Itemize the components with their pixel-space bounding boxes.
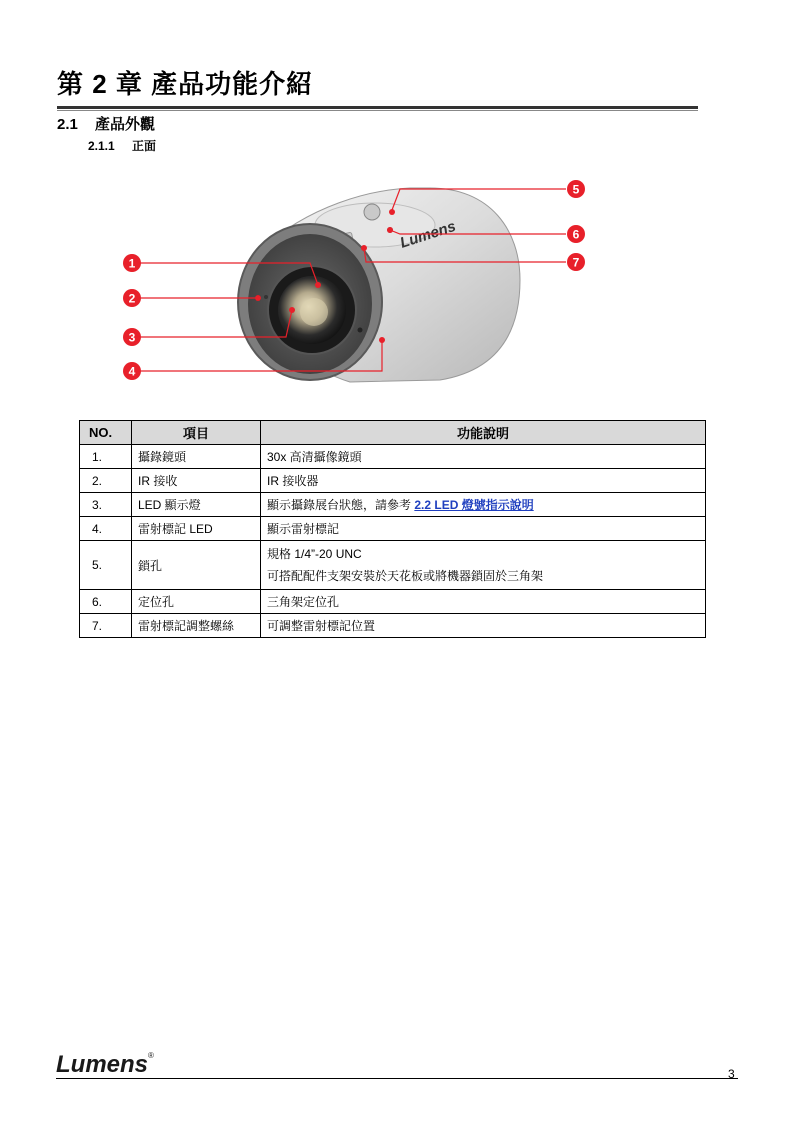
laser-adjust-screw	[364, 204, 380, 220]
subsection-title: 正面	[132, 139, 157, 153]
table-row	[80, 445, 706, 469]
callout-badge-6	[567, 225, 585, 243]
chapter-divider-thin	[57, 110, 698, 111]
header-item: 項目	[132, 421, 261, 445]
section-heading	[57, 113, 155, 134]
row-description: 三角架定位孔	[261, 590, 706, 614]
callout-badge-5	[567, 180, 585, 198]
subsection-number: 2.1.1	[88, 139, 115, 153]
lock-hole	[358, 328, 363, 333]
row-description: 30x 高清攝像鏡頭	[261, 445, 706, 469]
description-line: 可搭配配件支架安裝於天花板或將機器鎖固於三角架	[267, 569, 544, 583]
row-number: 2.	[80, 469, 132, 493]
row-item: 定位孔	[132, 590, 261, 614]
row-item: 攝錄鏡頭	[132, 445, 261, 469]
callout-badge-1	[123, 254, 141, 272]
footer-divider	[56, 1078, 738, 1079]
svg-text:7: 7	[572, 255, 580, 270]
laser-led	[264, 295, 268, 299]
row-item: 鎖孔	[132, 541, 261, 590]
row-number: 1.	[80, 445, 132, 469]
row-item: 雷射標記 LED	[132, 517, 261, 541]
lens-inner	[300, 298, 328, 326]
svg-text:1: 1	[128, 256, 136, 271]
feature-table	[79, 420, 706, 638]
table-header-row	[80, 421, 706, 445]
section-number: 2.1	[57, 116, 78, 133]
description-line: 規格 1/4”-20 UNC	[267, 547, 362, 561]
row-item: LED 顯示燈	[132, 493, 261, 517]
led-indicator-link[interactable]: 2.2 LED 燈號指示說明	[414, 498, 534, 512]
table-row	[80, 517, 706, 541]
row-description: 顯示雷射標記	[261, 517, 706, 541]
svg-text:2: 2	[128, 291, 136, 306]
callout-badge-3	[123, 328, 141, 346]
table-row	[80, 614, 706, 638]
row-number: 7.	[80, 614, 132, 638]
callout-badge-4	[123, 362, 141, 380]
svg-text:6: 6	[572, 227, 580, 242]
subsection-heading	[88, 137, 156, 154]
row-item: IR 接收	[132, 469, 261, 493]
callout-badge-2	[123, 289, 141, 307]
row-item: 雷射標記調整螺絲	[132, 614, 261, 638]
chapter-title: 第 2 章 產品功能介紹	[57, 69, 314, 99]
row-number: 4.	[80, 517, 132, 541]
header-no: NO.	[80, 421, 132, 445]
svg-text:5: 5	[572, 182, 580, 197]
row-description	[261, 493, 706, 517]
chapter-divider	[57, 106, 698, 109]
svg-text:3: 3	[128, 330, 136, 345]
svg-text:4: 4	[128, 364, 136, 379]
row-description: 可調整雷射標記位置	[261, 614, 706, 638]
table-row	[80, 493, 706, 517]
camera-front-figure	[110, 170, 600, 410]
callout-badge-7	[567, 253, 585, 271]
description-text: 顯示攝錄展台狀態，請參考	[267, 498, 415, 512]
page-number: 3	[728, 1067, 735, 1081]
row-number: 5.	[80, 541, 132, 590]
row-description	[261, 541, 706, 590]
footer-brand-logo: Lumens®	[56, 1051, 154, 1078]
section-title: 產品外觀	[95, 116, 156, 133]
row-number: 3.	[80, 493, 132, 517]
row-description: IR 接收器	[261, 469, 706, 493]
header-description: 功能說明	[261, 421, 706, 445]
table-row	[80, 541, 706, 590]
table-row	[80, 590, 706, 614]
row-number: 6.	[80, 590, 132, 614]
body-brand-logo: Lumens	[397, 217, 458, 252]
table-row	[80, 469, 706, 493]
